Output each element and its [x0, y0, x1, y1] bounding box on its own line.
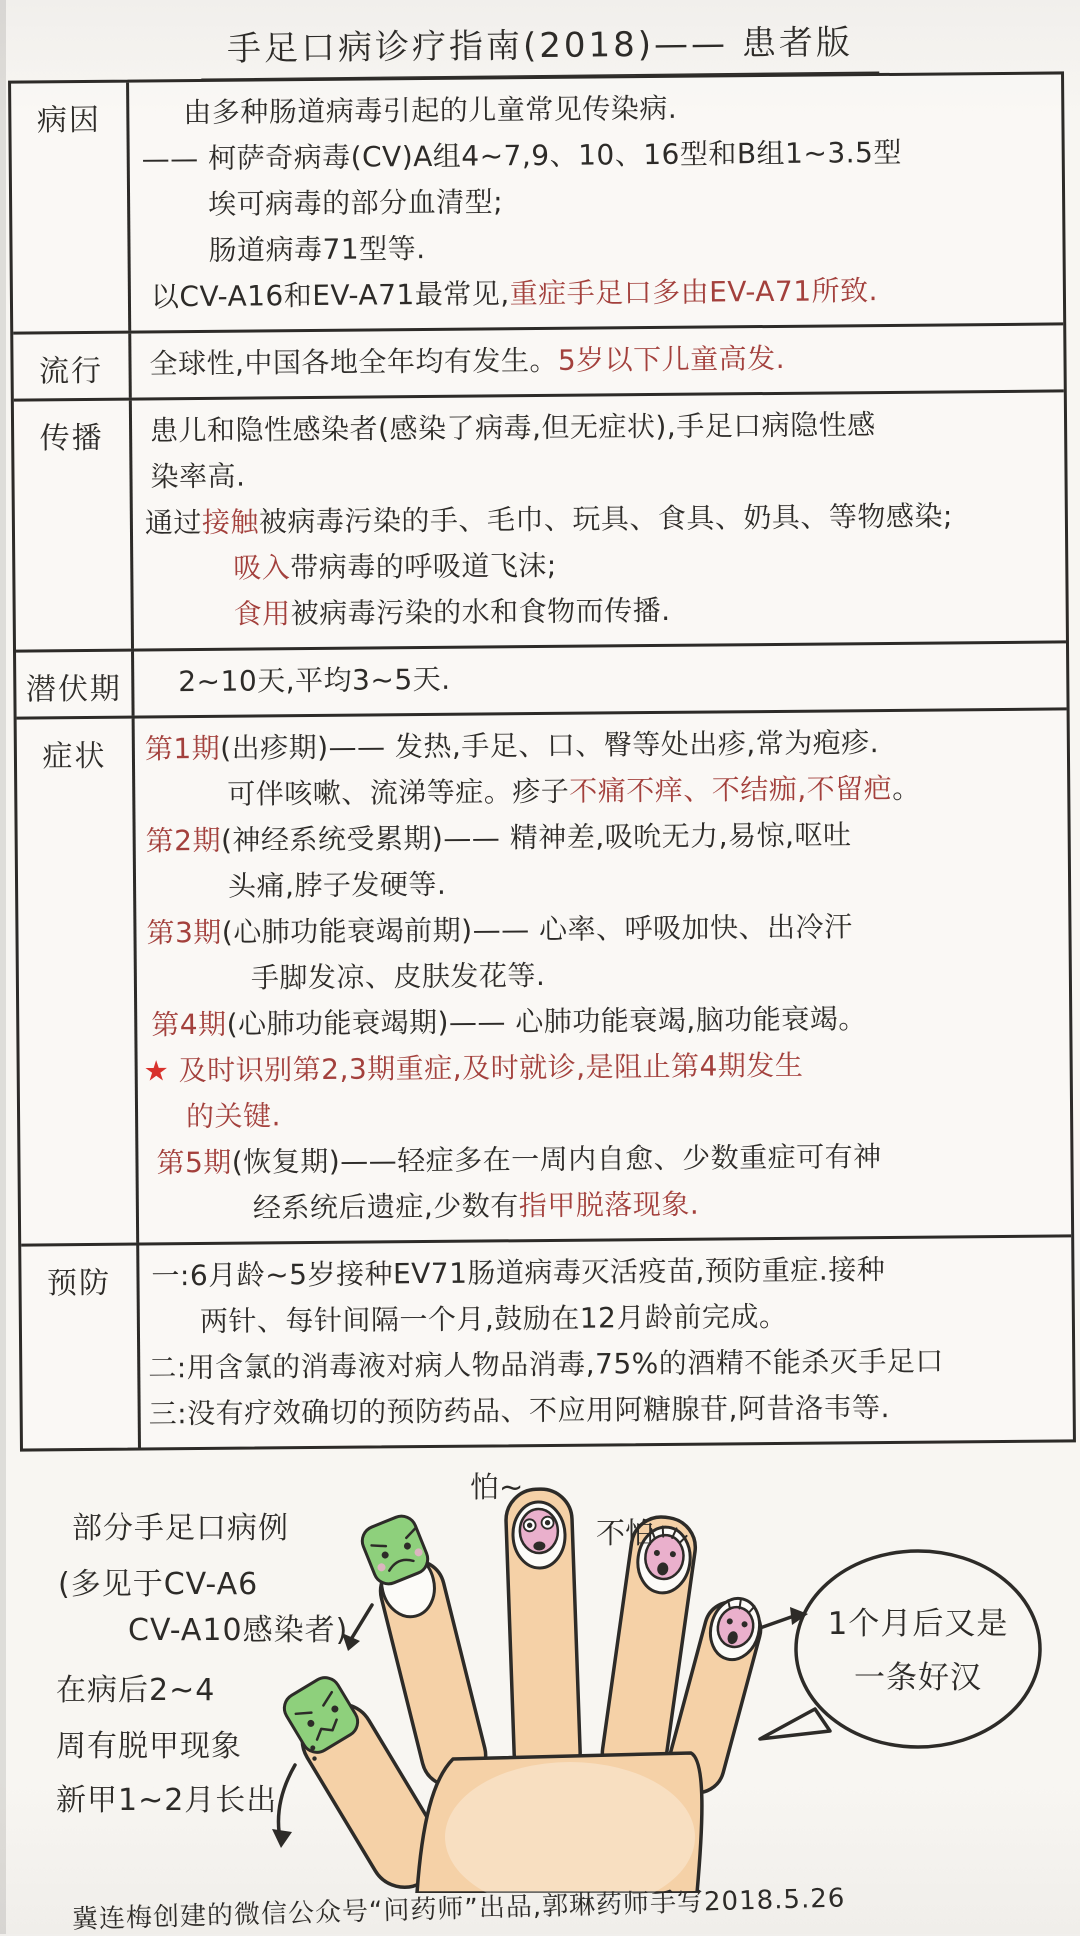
highlight-segment: 食用 [233, 597, 291, 631]
note-line: 在病后2~4 [56, 1673, 216, 1708]
row-label: 潜伏期 [16, 652, 135, 717]
text-segment: 被病毒污染的水和食物而传播. [290, 593, 671, 631]
text-segment: 患儿和隐性感染者(感染了病毒,但无症状),手足口病隐性感 [149, 408, 876, 448]
note-line: 周有脱甲现象 [56, 1729, 242, 1764]
text-line [144, 1337, 1068, 1391]
highlight-segment: 第3期 [146, 915, 222, 950]
text-segment: 肠道病毒71型等. [208, 231, 426, 267]
text-segment: 头痛,脖子发硬等. [227, 867, 447, 903]
highlight-segment: 及时识别第2,3期重症,及时就诊,是阻止第4期发生 [178, 1048, 804, 1088]
text-line [138, 584, 1062, 638]
text-line [134, 128, 1058, 182]
text-segment: (恢复期)——轻症多在一周内自愈、少数重症可有神 [231, 1140, 882, 1179]
text-line [142, 1086, 1066, 1140]
row-content [129, 74, 1063, 330]
note-line: 部分手足口病例 [72, 1511, 289, 1546]
text-line [139, 718, 1063, 772]
text-line [142, 1132, 1066, 1186]
table-row [16, 643, 1067, 719]
text-segment: 通过 [144, 505, 203, 540]
text-line [143, 1178, 1067, 1232]
text-segment: 。 [892, 771, 921, 805]
highlight-segment: 接触 [201, 505, 260, 539]
bubble-line-1: 1个月后又是 [827, 1606, 1009, 1642]
row-label: 病因 [11, 83, 131, 332]
note-line: CV-A10感染者) [128, 1613, 349, 1648]
highlight-segment: 第2期 [145, 823, 222, 858]
text-line [136, 446, 1060, 500]
text-line [143, 1245, 1067, 1299]
text-line [144, 1383, 1068, 1437]
page-title-text: 手足口病诊疗指南(2018)—— 患者版 [201, 14, 879, 81]
row-content [139, 1237, 1073, 1447]
row-label: 症状 [17, 719, 140, 1244]
text-line [135, 266, 1059, 320]
text-line [141, 948, 1065, 1002]
table-row [13, 325, 1064, 401]
highlight-segment: ★ [143, 1054, 179, 1088]
bubble-text [796, 1597, 1040, 1705]
illustration [0, 1457, 1080, 1893]
text-segment: 手脚发凉、皮肤发花等. [250, 958, 546, 995]
highlight-segment: 吸入 [233, 551, 291, 585]
text-line [139, 810, 1063, 864]
text-line [137, 538, 1061, 592]
text-segment: 2~10天,平均3~5天. [178, 662, 451, 699]
text-segment: 经系统后遗症,少数有 [252, 1189, 519, 1225]
text-line [135, 333, 1059, 387]
highlight-segment: 的关键. [185, 1099, 282, 1134]
table-row [14, 392, 1066, 652]
text-line [141, 1040, 1065, 1094]
highlight-segment: 第4期 [151, 1007, 227, 1042]
guide-table [8, 71, 1076, 1451]
highlight-segment: 指甲脱落现象. [518, 1187, 700, 1223]
row-content [131, 325, 1064, 397]
text-segment: —— 柯萨奇病毒(CV)A组4~7,9、10、16型和B组1~3.5型 [141, 135, 903, 176]
row-content [132, 392, 1066, 648]
pink-nail-middle [512, 1501, 566, 1569]
text-segment: 全球性,中国各地全年均有发生。 [149, 343, 559, 381]
note-line: (多见于CV-A6 [58, 1567, 259, 1602]
highlight-segment: 重症手足口多由EV-A71所致. [509, 274, 879, 311]
finger-label: 不怕 [596, 1516, 655, 1550]
row-label: 预防 [21, 1246, 141, 1449]
text-line [134, 220, 1058, 274]
table-row [21, 1237, 1073, 1448]
footer-credit: 冀连梅创建的微信公众号“问药师”出品,郭琳药师手写2018.5.26 [71, 1883, 846, 1935]
text-segment: (神经系统受累期)—— 精神差,吸吮无力,易惊,呕吐 [220, 818, 852, 857]
page-title [0, 0, 1080, 76]
text-line [136, 400, 1060, 454]
text-segment: 由多种肠道病毒引起的儿童常见传染病. [183, 91, 678, 130]
text-segment: (心肺功能衰竭期)—— 心肺功能衰竭,脑功能衰竭。 [226, 1002, 867, 1041]
highlight-segment: 不痛不痒、不结痂,不留疤 [569, 771, 893, 808]
row-label: 流行 [13, 334, 132, 399]
text-line [137, 492, 1061, 546]
table-row [17, 710, 1072, 1246]
text-line [140, 902, 1064, 956]
table-row [11, 74, 1063, 334]
row-content [135, 710, 1072, 1242]
highlight-segment: 第5期 [156, 1145, 232, 1180]
text-segment: (出疹期)—— 发热,手足、口、臀等处出疹,常为疱疹. [220, 726, 880, 765]
text-segment: 埃可病毒的部分血清型; [207, 185, 504, 221]
row-label: 传播 [14, 401, 134, 650]
text-line [138, 651, 1062, 705]
finger-label: 怕~ [470, 1470, 524, 1504]
row-content [134, 643, 1067, 715]
highlight-segment: 5岁以下儿童高发. [557, 341, 786, 377]
text-segment: 三:没有疗效确切的预防药品、不应用阿糖腺苷,阿昔洛韦等. [148, 1390, 891, 1431]
text-line [144, 1291, 1068, 1345]
hand [279, 1488, 767, 1893]
text-segment: 两针、每针间隔一个月,鼓励在12月龄前完成。 [199, 1299, 788, 1339]
bubble-line-2: 一条好汉 [854, 1660, 982, 1696]
text-line [139, 764, 1063, 818]
text-segment: 一:6月龄~5岁接种EV71肠道病毒灭活疫苗,预防重症.接种 [151, 1253, 886, 1293]
text-segment: 带病毒的呼吸道飞沫; [290, 548, 557, 585]
text-line [140, 856, 1064, 910]
text-line [141, 994, 1065, 1048]
text-segment: (心肺功能衰竭前期)—— 心率、呼吸加快、出冷汗 [221, 910, 853, 949]
text-segment: 染率高. [150, 459, 246, 494]
text-segment: 二:用含氯的消毒液对病人物品消毒,75%的酒精不能杀灭手足口 [148, 1344, 944, 1385]
text-segment: 可伴咳嗽、流涕等症。疹子 [227, 774, 570, 811]
text-segment: 被病毒污染的手、毛巾、玩具、食具、奶具、等物感染; [258, 499, 953, 539]
highlight-segment: 第1期 [144, 731, 221, 766]
text-segment: 以CV-A16和EV-A71最常见, [150, 277, 510, 314]
note-line: 新甲1~2月长出 [56, 1783, 278, 1818]
text-line [134, 174, 1058, 228]
text-line [133, 82, 1057, 136]
